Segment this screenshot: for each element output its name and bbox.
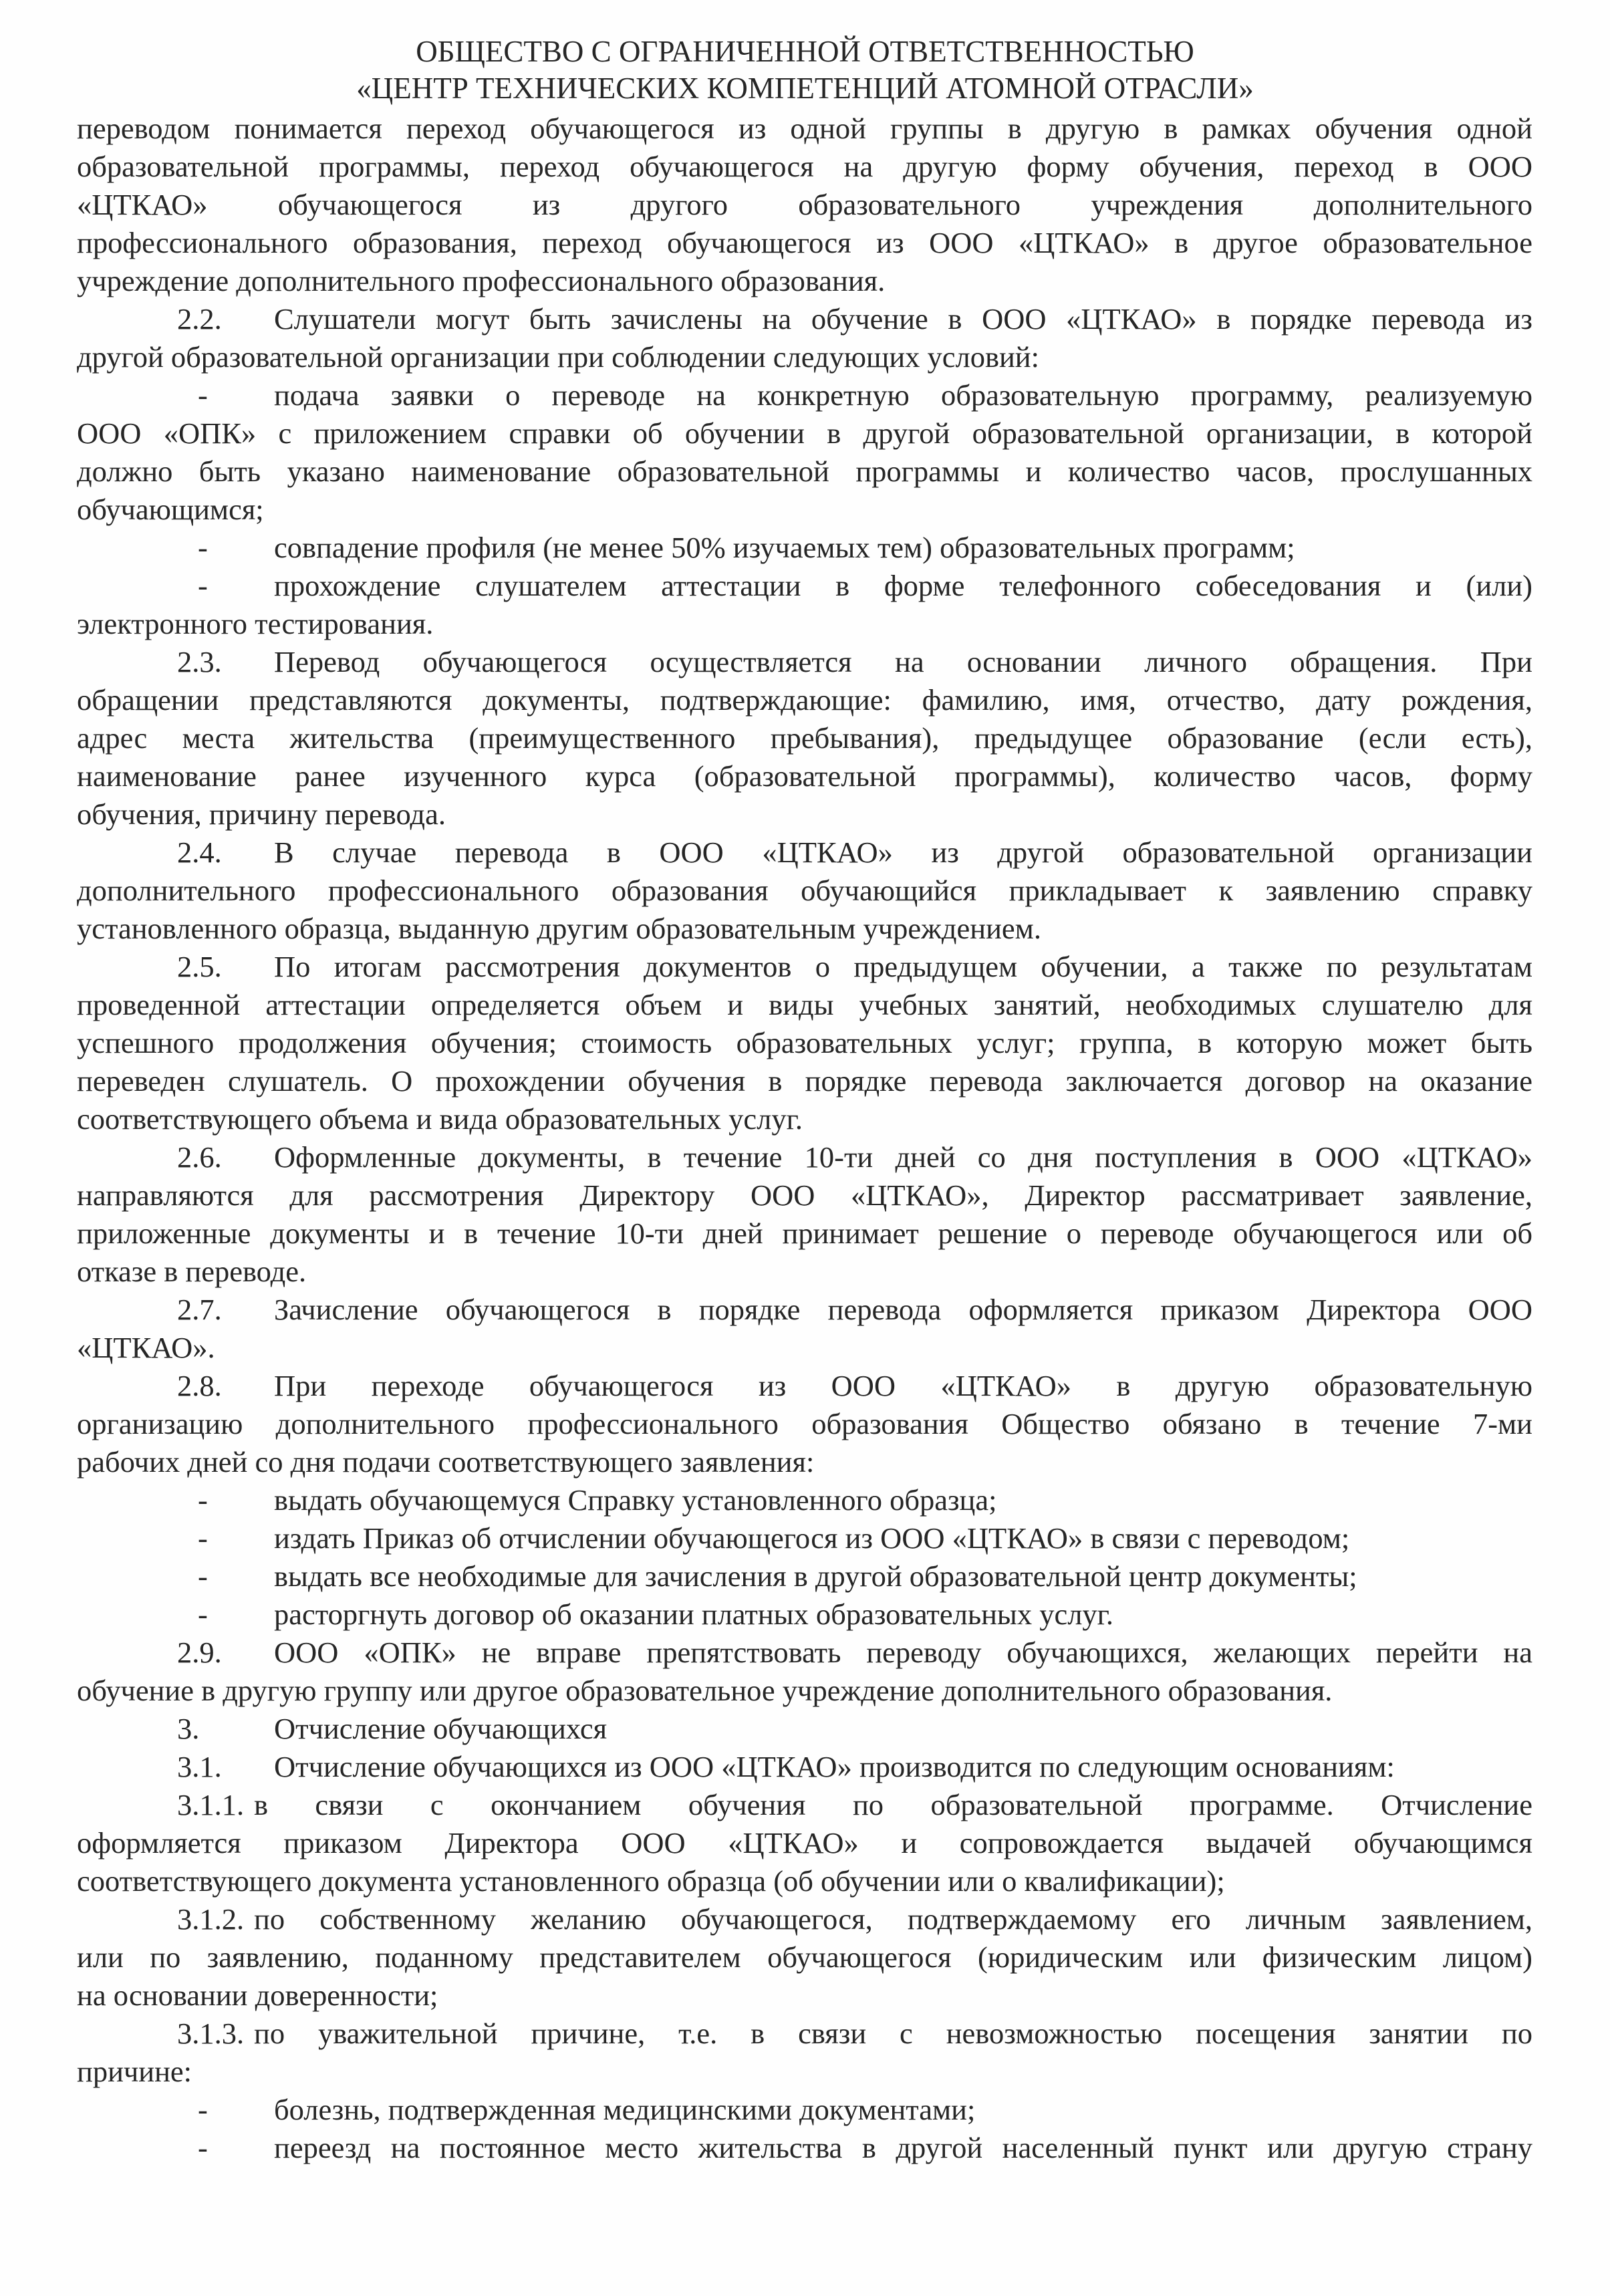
text-line: обучающимся; — [77, 493, 264, 526]
bullet-dash-icon: - — [198, 1521, 208, 1555]
paragraph-number: 2.7. — [177, 1293, 222, 1326]
paragraph-number: 2.5. — [177, 950, 222, 983]
text-line: Оформленные документы, в течение 10-ти дней со дня поступления в ООО «ЦТКАО» — [274, 1140, 1532, 1174]
text-line: другой образовательной организации при соблюдении следующих условий: — [77, 340, 1039, 374]
text-line: Зачисление обучающегося в порядке перевода оформляется приказом Директора ООО — [274, 1293, 1532, 1326]
bullet-dash-icon: - — [198, 1483, 208, 1517]
text-line: ООО «ОПК» не вправе препятствовать переводу обучающихся, желающих перейти на — [274, 1636, 1532, 1669]
text-line: наименование ранее изученного курса (образовательной программы), количество часов, форму — [77, 759, 1532, 793]
text-line: Слушатели могут быть зачислены на обучение в ООО «ЦТКАО» в порядке перевода из — [274, 302, 1532, 336]
text-line: По итогам рассмотрения документов о предыдущем обучении, а также по результатам — [274, 950, 1532, 983]
text-line: проведенной аттестации определяется объем и виды учебных занятий, необходимых слушателю для — [77, 988, 1532, 1021]
bullet-dash-icon: - — [198, 1598, 208, 1631]
paragraph-number: 2.9. — [177, 1636, 222, 1669]
text-line: должно быть указано наименование образовательной программы и количество часов, прослушанных — [77, 455, 1532, 488]
paragraph-number: 2.4. — [177, 836, 222, 869]
text-line: расторгнуть договор об оказании платных образовательных услуг. — [274, 1598, 1114, 1631]
text-line: обращении представляются документы, подтверждающие: фамилию, имя, отчество, дату рождения, — [77, 683, 1532, 717]
text-line: выдать обучающемуся Справку установленного образца; — [274, 1483, 997, 1517]
text-line: причине: — [77, 2055, 192, 2088]
text-line: на основании доверенности; — [77, 1979, 438, 2012]
text-line: образовательной программы, переход обучающегося на другую форму обучения, переход в ООО — [77, 150, 1532, 183]
text-line: по собственному желанию обучающегося, подтверждаемому его личным заявлением, — [254, 1902, 1532, 1936]
text-line: При переходе обучающегося из ООО «ЦТКАО» в другую образовательную — [274, 1369, 1532, 1402]
text-line: профессионального образования, переход обучающегося из ООО «ЦТКАО» в другое образовательное — [77, 226, 1532, 259]
text-line: адрес места жительства (преимущественного пребывания), предыдущее образование (если есть), — [77, 721, 1532, 755]
text-line: обучения, причину перевода. — [77, 797, 446, 831]
bullet-dash-icon: - — [198, 1559, 208, 1593]
paragraph-number: 2.8. — [177, 1369, 222, 1402]
text-line: выдать все необходимые для зачисления в другой образовательной центр документы; — [274, 1559, 1357, 1593]
paragraph-number: 3.1.3. — [177, 2017, 245, 2050]
text-line: ООО «ОПК» с приложением справки об обучении в другой образовательной организации, в которой — [77, 416, 1532, 450]
text-line: переезд на постоянное место жительства в другой населенный пункт или другую страну — [274, 2131, 1532, 2164]
text-line: направляются для рассмотрения Директору ООО «ЦТКАО», Директор рассматривает заявление, — [77, 1178, 1532, 1212]
text-line: издать Приказ об отчислении обучающегося из ООО «ЦТКАО» в связи с переводом; — [274, 1521, 1350, 1555]
text-line: успешного продолжения обучения; стоимость образовательных услуг; группа, в которую может быть — [77, 1026, 1532, 1059]
text-line: соответствующего объема и вида образовательных услуг. — [77, 1102, 803, 1136]
bullet-dash-icon: - — [198, 569, 208, 602]
document-header — [0, 33, 1610, 107]
text-line: учреждение дополнительного профессионального образования. — [77, 264, 886, 297]
text-line: обучение в другую группу или другое образовательное учреждение дополнительного образования. — [77, 1674, 1333, 1707]
paragraph-number: 3.1.1. — [177, 1788, 245, 1821]
text-line: приложенные документы и в течение 10-ти дней принимает решение о переводе обучающегося или об — [77, 1217, 1532, 1250]
bullet-dash-icon: - — [198, 2093, 208, 2126]
bullet-dash-icon: - — [198, 378, 208, 412]
text-line: подача заявки о переводе на конкретную образовательную программу, реализуемую — [274, 378, 1532, 412]
text-line: соответствующего документа установленного образца (об обучении или о квалификации); — [77, 1864, 1225, 1898]
bullet-dash-icon: - — [198, 531, 208, 564]
text-line: Отчисление обучающихся — [274, 1712, 608, 1745]
paragraph-number: 3. — [177, 1712, 200, 1745]
text-line: болезнь, подтвержденная медицинскими документами; — [274, 2093, 976, 2126]
text-line: отказе в переводе. — [77, 1255, 307, 1288]
header-line-1: ОБЩЕСТВО С ОГРАНИЧЕННОЙ ОТВЕТСТВЕННОСТЬЮ — [416, 35, 1194, 68]
text-line: или по заявлению, поданному представителем обучающегося (юридическим или физическим лицом) — [77, 1940, 1532, 1974]
paragraph-number: 3.1. — [177, 1750, 222, 1783]
text-line: дополнительного профессионального образования обучающийся прикладывает к заявлению справку — [77, 874, 1532, 907]
header-line-2: «ЦЕНТР ТЕХНИЧЕСКИХ КОМПЕТЕНЦИЙ АТОМНОЙ ОТРАСЛИ» — [356, 72, 1254, 105]
text-line: «ЦТКАО». — [77, 1331, 215, 1364]
paragraph-number: 3.1.2. — [177, 1902, 245, 1936]
text-line: совпадение профиля (не менее 50% изучаемых тем) образовательных программ; — [274, 531, 1295, 564]
text-line: В случае перевода в ООО «ЦТКАО» из другой образовательной организации — [274, 836, 1532, 869]
text-line: оформляется приказом Директора ООО «ЦТКАО» и сопровождается выдачей обучающимся — [77, 1826, 1532, 1860]
text-line: установленного образца, выданную другим образовательным учреждением. — [77, 912, 1041, 945]
text-line: Перевод обучающегося осуществляется на основании личного обращения. При — [274, 645, 1532, 678]
text-line: электронного тестирования. — [77, 607, 434, 640]
text-line: переведен слушатель. О прохождении обучения в порядке перевода заключается договор на оказание — [77, 1064, 1532, 1098]
text-line: организацию дополнительного профессионального образования Общество обязано в течение 7-ми — [77, 1407, 1532, 1440]
text-line: прохождение слушателем аттестации в форме телефонного собеседования и (или) — [274, 569, 1532, 602]
text-line: «ЦТКАО» обучающегося из другого образовательного учреждения дополнительного — [77, 188, 1532, 221]
paragraph-number: 2.2. — [177, 302, 222, 336]
text-line: по уважительной причине, т.е. в связи с невозможностью посещения занятии по — [254, 2017, 1532, 2050]
text-line: рабочих дней со дня подачи соответствующего заявления: — [77, 1445, 815, 1479]
text-line: Отчисление обучающихся из ООО «ЦТКАО» производится по следующим основаниям: — [274, 1750, 1395, 1783]
paragraph-number: 2.3. — [177, 645, 222, 678]
paragraph-number: 2.6. — [177, 1140, 222, 1174]
text-line: в связи с окончанием обучения по образовательной программе. Отчисление — [254, 1788, 1532, 1821]
bullet-dash-icon: - — [198, 2131, 208, 2164]
text-line: переводом понимается переход обучающегося из одной группы в другую в рамках обучения одной — [77, 112, 1532, 145]
